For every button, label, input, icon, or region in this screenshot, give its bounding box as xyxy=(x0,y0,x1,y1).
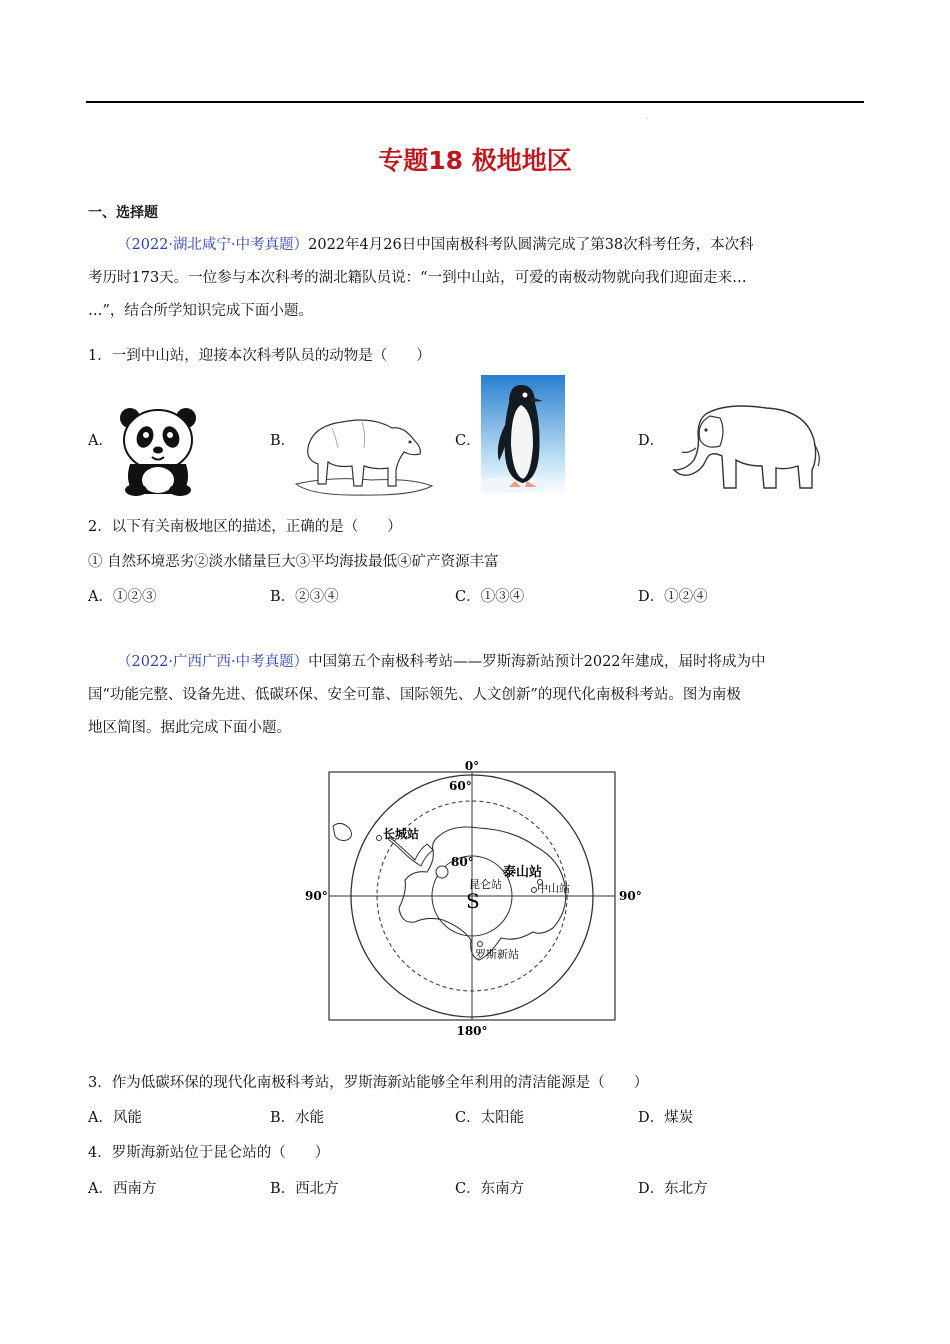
panda-icon xyxy=(118,404,198,496)
question-1: 1．一到中山站，迎接本次科考队员的动物是（ ） xyxy=(88,348,431,364)
option-c[interactable]: C． xyxy=(455,433,481,449)
option-a[interactable]: A． xyxy=(88,433,113,449)
label-60: 60° xyxy=(449,779,472,793)
antarctica-map xyxy=(303,760,643,1040)
source-tag: （2022·湖北咸宁·中考真题） xyxy=(117,237,309,253)
question-4: 4．罗斯海新站位于昆仑站的（ ） xyxy=(88,1145,330,1161)
label-180: 180° xyxy=(456,1024,488,1038)
q3-option-d[interactable]: D．煤炭 xyxy=(638,1110,694,1126)
q4-option-d[interactable]: D．东北方 xyxy=(638,1181,708,1197)
source-tag-2: （2022·广西广西·中考真题） xyxy=(117,654,309,670)
header-rule xyxy=(86,101,864,103)
q3-option-a[interactable]: A．风能 xyxy=(88,1110,142,1126)
q2-option-b[interactable]: B．②③④ xyxy=(270,589,339,605)
q4-option-a[interactable]: A．西南方 xyxy=(88,1181,157,1197)
q2-option-d[interactable]: D．①②④ xyxy=(638,589,708,605)
label-zhongshan: 中山站 xyxy=(537,882,570,895)
polar-bear-icon xyxy=(292,408,434,496)
label-80: 80° xyxy=(451,855,474,869)
page-title: 专题18 极地地区 xyxy=(378,146,572,175)
elephant-icon xyxy=(666,400,824,492)
q3-option-c[interactable]: C．太阳能 xyxy=(455,1110,525,1126)
label-s: S xyxy=(466,889,480,913)
label-ross: 罗斯新站 xyxy=(475,948,519,961)
question-2: 2．以下有关南极地区的描述，正确的是（ ） xyxy=(88,519,402,535)
header-dot: . xyxy=(646,114,648,121)
option-d[interactable]: D． xyxy=(638,433,665,449)
penguin-icon xyxy=(481,375,565,495)
label-kunlun: 昆仑站 xyxy=(469,878,502,891)
q2-option-c[interactable]: C．①③④ xyxy=(455,589,525,605)
q4-option-c[interactable]: C．东南方 xyxy=(455,1181,525,1197)
label-great-wall: 长城站 xyxy=(383,827,420,841)
section-heading: 一、选择题 xyxy=(88,205,158,221)
label-taishan: 泰山站 xyxy=(503,865,543,880)
question-2-statements: ① 自然环境恶劣②淡水储量巨大③平均海拔最低④矿产资源丰富 xyxy=(88,554,499,570)
label-90e: 90° xyxy=(619,889,642,903)
intro-2: （2022·广西广西·中考真题）中国第五个南极科考站——罗斯海新站预计2022年建成，届时将成为中 国“功能完整、设备先进、低碳环保、安全可靠、国际领先、人文创新”的现代化南极科考站。图为南极 地区简图。据此完成下面小题。 xyxy=(88,654,766,736)
label-90w: 90° xyxy=(305,889,328,903)
question-3: 3．作为低碳环保的现代化南极科考站，罗斯海新站能够全年利用的清洁能源是（ ） xyxy=(88,1075,649,1091)
label-0: 0° xyxy=(464,760,480,773)
q3-option-b[interactable]: B．水能 xyxy=(270,1110,325,1126)
q2-option-a[interactable]: A．①②③ xyxy=(88,589,157,605)
intro-1: （2022·湖北咸宁·中考真题）2022年4月26日中国南极科考队圆满完成了第38次科考任务，本次科 考历时173天。一位参与本次科考的湖北籍队员说：“一到中山站，可爱的南极动物就向我们迎面走来… …”，结合所学知识完成下面小题。 xyxy=(88,237,754,319)
q4-option-b[interactable]: B．西北方 xyxy=(270,1181,339,1197)
option-b[interactable]: B． xyxy=(270,433,296,449)
